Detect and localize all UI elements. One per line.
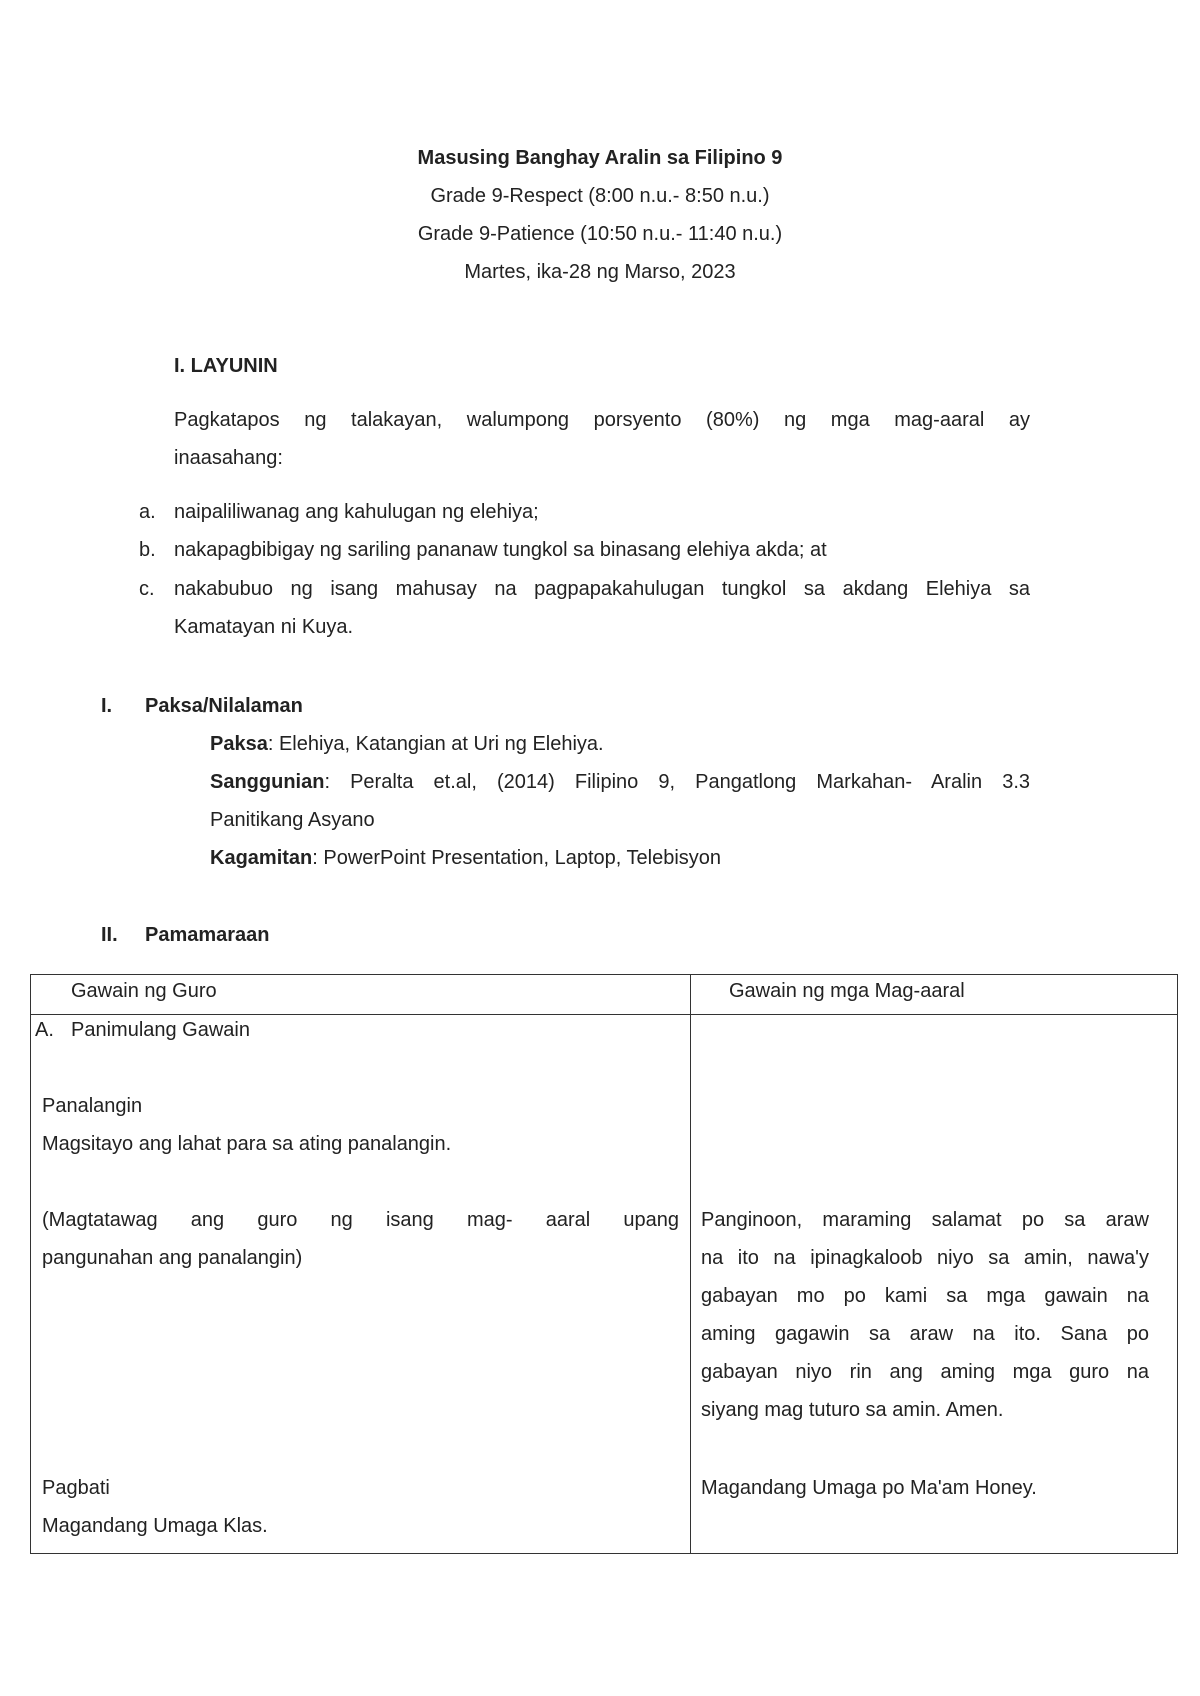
objective-b-text: nakapagbibigay ng sariling pananaw tungkol sa binasang elehiya akda; at <box>174 539 827 561</box>
col-header-guro: Gawain ng Guro <box>71 980 217 1002</box>
prayer-line-1: Panginoon, maraming salamat po sa araw <box>701 1209 1149 1231</box>
objective-a-text: naipaliliwanag ang kahulugan ng elehiya; <box>174 501 539 523</box>
prayer-line-2: na ito na ipinagkaloob niyo sa amin, nawa'y <box>701 1247 1149 1269</box>
class-schedule-respect: Grade 9-Respect (8:00 n.u.- 8:50 n.u.) <box>430 185 770 207</box>
lesson-date: Martes, ika-28 ng Marso, 2023 <box>464 261 736 283</box>
col-header-mag-aaral: Gawain ng mga Mag-aaral <box>729 980 965 1002</box>
table-row <box>31 1015 1178 1554</box>
section-title: Panimulang Gawain <box>71 1019 250 1041</box>
sanggunian-value: : Peralta et.al, (2014) Filipino 9, Pangatlong Markahan- Aralin 3.3 <box>324 771 1030 793</box>
pagbati-label: Pagbati <box>42 1477 110 1499</box>
layunin-heading: I. LAYUNIN <box>174 355 278 377</box>
kagamitan-label: Kagamitan <box>210 847 313 869</box>
layunin-intro-line2: inaasahang: <box>174 447 283 469</box>
header-cell-guro <box>31 975 691 1015</box>
panalangin-text: Magsitayo ang lahat para sa ating panalangin. <box>42 1133 452 1155</box>
paksa-heading: Paksa/Nilalaman <box>145 695 303 717</box>
layunin-intro-line1: Pagkatapos ng talakayan, walumpong porsyento (80%) ng mga mag-aaral ay <box>174 409 1030 431</box>
class-schedule-patience: Grade 9-Patience (10:50 n.u.- 11:40 n.u.) <box>417 223 783 245</box>
paksa-numeral: I. <box>101 695 113 717</box>
instruction-line2: pangunahan ang panalangin) <box>42 1247 303 1269</box>
sanggunian-label: Sanggunian <box>210 771 325 793</box>
prayer-line-3: gabayan mo po kami sa mga gawain na <box>701 1285 1149 1307</box>
paksa-value: : Elehiya, Katangian at Uri ng Elehiya. <box>267 733 604 755</box>
paksa-row <box>210 733 604 756</box>
objective-a-marker: a. <box>139 501 156 523</box>
objective-c-text-line1: nakabubuo ng isang mahusay na pagpapakahulugan tungkol sa akdang Elehiya sa <box>174 578 1030 600</box>
objective-c-marker: c. <box>139 578 155 600</box>
kagamitan-row <box>210 847 721 870</box>
sanggunian-value-line2: Panitikang Asyano <box>210 809 375 831</box>
procedure-table <box>30 974 1178 1554</box>
pamamaraan-numeral: II. <box>101 924 118 946</box>
table-header-row <box>31 975 1178 1015</box>
pamamaraan-heading: Pamamaraan <box>145 924 270 946</box>
mag-aaral-cell <box>691 1015 1178 1554</box>
student-greeting: Magandang Umaga po Ma'am Honey. <box>701 1477 1037 1499</box>
guro-cell <box>31 1015 691 1554</box>
prayer-line-5: gabayan niyo rin ang aming mga guro na <box>701 1361 1149 1383</box>
sanggunian-row <box>210 771 1030 794</box>
pagbati-text: Magandang Umaga Klas. <box>42 1515 268 1537</box>
prayer-line-4: aming gagawin sa araw na ito. Sana po <box>701 1323 1149 1345</box>
document-title: Masusing Banghay Aralin sa Filipino 9 <box>417 147 783 169</box>
objective-b-marker: b. <box>139 539 156 561</box>
section-marker: A. <box>35 1019 54 1041</box>
prayer-line-6: siyang mag tuturo sa amin. Amen. <box>701 1399 1004 1421</box>
header-cell-mag-aaral <box>691 975 1178 1015</box>
kagamitan-value: : PowerPoint Presentation, Laptop, Telebisyon <box>312 847 722 869</box>
paksa-label: Paksa <box>210 733 268 755</box>
instruction-line1: (Magtatawag ang guro ng isang mag- aaral upang <box>42 1209 679 1231</box>
objective-c-text-line2: Kamatayan ni Kuya. <box>174 616 353 638</box>
panalangin-label: Panalangin <box>42 1095 143 1117</box>
